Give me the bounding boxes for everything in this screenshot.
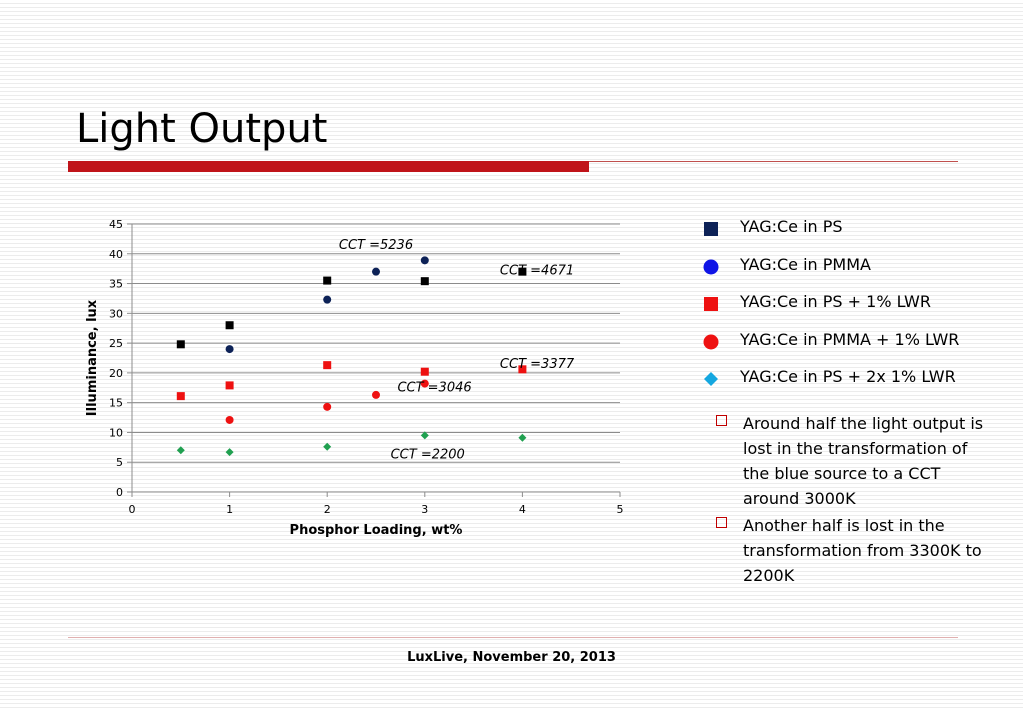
chart-marks [177, 256, 527, 456]
data-point-diamond [177, 446, 185, 454]
x-tick-label: 2 [323, 503, 331, 516]
data-point-diamond [226, 448, 234, 456]
legend-circle-marker-icon [702, 258, 720, 276]
legend-label: YAG:Ce in PS [740, 217, 843, 236]
slide-title: Light Output [76, 106, 328, 152]
footer-divider [68, 637, 958, 638]
bullet-text: Another half is lost in the transformation from 3300K to 2200K [743, 516, 982, 585]
cct-annotation: CCT =5236 [338, 238, 414, 254]
legend-label: YAG:Ce in PS + 2x 1% LWR [740, 367, 956, 386]
footer-text: LuxLive, November 20, 2013 [407, 650, 616, 665]
data-point-square [177, 340, 185, 348]
legend-circle-marker-icon [702, 333, 720, 351]
y-tick-label: 25 [109, 337, 123, 351]
data-point-square [323, 277, 331, 285]
y-axis-label: Illuminance, lux [85, 299, 100, 417]
data-point-square [177, 392, 185, 400]
x-tick-label: 1 [226, 503, 234, 516]
data-point-circle [372, 268, 380, 276]
hollow-square-bullet-icon [716, 517, 727, 528]
x-axis-label: Phosphor Loading, wt% [289, 523, 463, 538]
legend-square-marker-icon [702, 295, 720, 313]
y-tick-label: 10 [109, 426, 123, 440]
bullet-item [716, 513, 986, 588]
legend-label: YAG:Ce in PMMA + 1% LWR [740, 329, 960, 349]
data-point-circle [226, 345, 234, 353]
data-point-square [323, 361, 331, 369]
y-tick-label: 45 [109, 218, 123, 231]
data-point-diamond [518, 434, 526, 442]
y-tick-label: 5 [116, 456, 123, 470]
data-point-square [421, 368, 429, 376]
x-tick-label: 5 [616, 503, 624, 516]
y-tick-label: 0 [116, 486, 123, 499]
legend-diamond-marker-icon [702, 370, 720, 388]
data-point-diamond [323, 443, 331, 451]
data-point-square [226, 381, 234, 389]
data-point-square [226, 321, 234, 329]
data-point-square [421, 277, 429, 285]
cct-annotation: CCT =3046 [397, 380, 472, 396]
bullet-text: Around half the light output is lost in the transformation of the blue source to a CCT around 3000K [743, 414, 984, 508]
hollow-square-bullet-icon [716, 415, 727, 426]
y-tick-label: 15 [109, 396, 123, 410]
x-tick-label: 0 [128, 503, 136, 516]
chart-gridlines [132, 224, 620, 462]
x-tick-label: 3 [421, 503, 429, 516]
cct-annotation: CCT =4671 [499, 263, 575, 279]
x-tick-label: 4 [518, 503, 526, 516]
data-point-circle [323, 403, 331, 411]
data-point-circle [421, 256, 429, 264]
cct-annotation: CCT =3377 [499, 357, 575, 373]
data-point-circle [372, 391, 380, 399]
y-tick-label: 40 [109, 247, 123, 261]
y-tick-label: 20 [109, 366, 123, 380]
legend-label: YAG:Ce in PS + 1% LWR [740, 292, 931, 311]
y-tick-label: 35 [109, 277, 123, 291]
legend-label: YAG:Ce in PMMA [740, 254, 871, 274]
y-tick-label: 30 [109, 307, 123, 321]
bullet-item [716, 411, 986, 511]
cct-annotation: CCT =2200 [390, 447, 465, 463]
legend-square-marker-icon [702, 220, 720, 238]
data-point-circle [226, 416, 234, 424]
bullet-list [716, 411, 986, 590]
data-point-circle [323, 296, 331, 304]
